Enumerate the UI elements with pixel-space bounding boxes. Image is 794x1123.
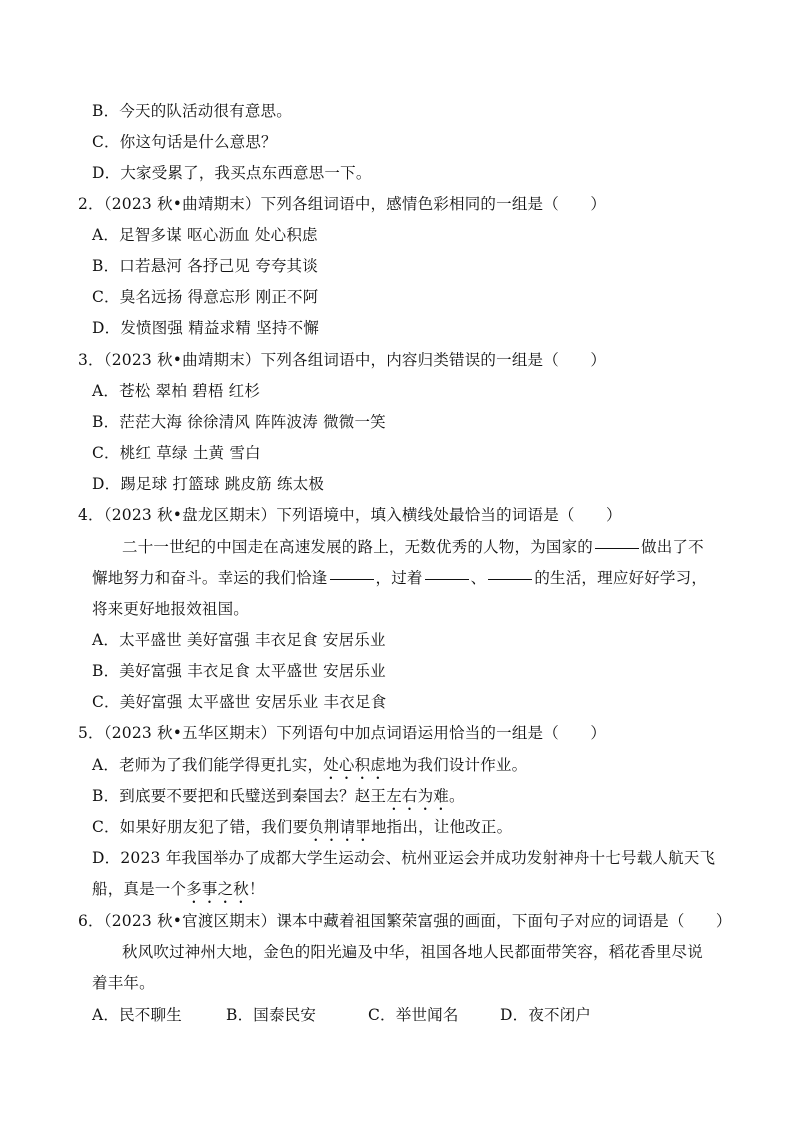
q5-option-a xyxy=(92,750,527,780)
q3-stem: 3．（2023 秋•曲靖期末）下列各组词语中，内容归类错误的一组是（ ） xyxy=(78,351,607,369)
q5-dotted-word: 左右为难 xyxy=(386,787,450,805)
q4-stem: 4．（2023 秋•盘龙区期末）下列语境中，填入横线处最恰当的词语是（ ） xyxy=(78,506,622,524)
q5-stem: 5．（2023 秋•五华区期末）下列语句中加点词语运用恰当的一组是（ ） xyxy=(78,724,607,742)
q4-option-b: B．美好富强 丰衣足食 太平盛世 安居乐业 xyxy=(92,662,386,680)
q5-text: 地为我们设计作业。 xyxy=(386,756,528,774)
q3-option-b: B．茫茫大海 徐徐清风 阵阵波涛 微微一笑 xyxy=(92,413,386,431)
q4-paragraph-line-1 xyxy=(122,532,704,562)
q2-option-a: A．足智多谋 呕心沥血 处心积虑 xyxy=(92,226,318,244)
q5-dotted-word: 多事之秋 xyxy=(186,880,250,898)
q5-dotted-word: 处心积虑 xyxy=(323,756,387,774)
q4-text: ，过着 xyxy=(375,569,423,587)
q4-option-a: A．太平盛世 美好富强 丰衣足食 安居乐业 xyxy=(92,631,386,649)
q2-option-b: B．口若悬河 各抒己见 夸夸其谈 xyxy=(92,257,318,275)
q6-stem: 6．（2023 秋•官渡区期末）课本中藏着祖国繁荣富强的画面，下面句子对应的词语是（ ） xyxy=(78,912,732,930)
q5-option-c xyxy=(92,812,512,842)
prev-option-d: D．大家受累了，我买点东西意思一下。 xyxy=(92,164,372,182)
q4-blank-1 xyxy=(595,547,639,549)
q5-option-d-line-2 xyxy=(92,874,265,904)
q3-option-a: A．苍松 翠柏 碧梧 红杉 xyxy=(92,382,261,400)
q6-paragraph-line-2: 着丰年。 xyxy=(92,974,155,992)
q4-text: 二十一世纪的中国走在高速发展的路上，无数优秀的人物，为国家的 xyxy=(122,538,594,556)
q2-option-c: C．臭名远扬 得意忘形 刚正不阿 xyxy=(92,288,319,306)
q6-options-row xyxy=(92,1000,692,1030)
q4-option-c: C．美好富强 太平盛世 安居乐业 丰衣足食 xyxy=(92,693,387,711)
prev-option-b: B．今天的队活动很有意思。 xyxy=(92,102,292,120)
q4-text: 做出了不 xyxy=(641,538,704,556)
q5-text: ！ xyxy=(249,880,265,898)
q5-option-b xyxy=(92,781,465,811)
q3-option-d: D．踢足球 打篮球 跳皮筋 练太极 xyxy=(92,475,325,493)
q4-text: 懈地努力和奋斗。幸运的我们恰逢 xyxy=(92,569,328,587)
q4-text: 、 xyxy=(470,569,487,587)
q5-text: 地指出，让他改正。 xyxy=(370,818,513,836)
q4-paragraph-line-3: 将来更好地报效祖国。 xyxy=(92,600,250,618)
q4-paragraph-line-2 xyxy=(92,563,707,593)
q6-paragraph-line-1: 秋风吹过神州大地，金色的阳光遍及中华，祖国各地人民都面带笑容，稻花香里尽说 xyxy=(122,943,703,961)
q5-text: 。 xyxy=(449,787,465,805)
q6-option-d: D．夜不闭户 xyxy=(500,1006,592,1024)
q4-text: 的生活，理应好好学习， xyxy=(534,569,708,587)
q5-option-d-line-1: D．2023 年我国举办了成都大学生运动会、杭州亚运会并成功发射神舟十七号载人航天飞 xyxy=(92,849,716,867)
q5-text: 船，真是一个 xyxy=(92,880,187,898)
q5-text: B．到底要不要把和氏璧送到秦国去？赵王 xyxy=(92,787,387,805)
q5-text: C．如果好朋友犯了错，我们要 xyxy=(92,818,309,836)
q4-blank-3 xyxy=(425,578,469,580)
q3-option-c: C．桃红 草绿 土黄 雪白 xyxy=(92,444,261,462)
q2-option-d: D．发愤图强 精益求精 坚持不懈 xyxy=(92,319,319,337)
q6-option-b: B．国泰民安 xyxy=(226,1006,317,1024)
prev-option-c: C．你这句话是什么意思？ xyxy=(92,133,277,151)
q6-option-a: A．民不聊生 xyxy=(92,1006,182,1024)
q5-text: A．老师为了我们能学得更扎实， xyxy=(92,756,324,774)
q6-option-c: C．举世闻名 xyxy=(368,1006,459,1024)
q2-stem: 2．（2023 秋•曲靖期末）下列各组词语中，感情色彩相同的一组是（ ） xyxy=(78,195,607,213)
q5-dotted-word: 负荆请罪 xyxy=(308,818,371,836)
q4-blank-2 xyxy=(330,578,374,580)
q4-blank-4 xyxy=(488,578,532,580)
